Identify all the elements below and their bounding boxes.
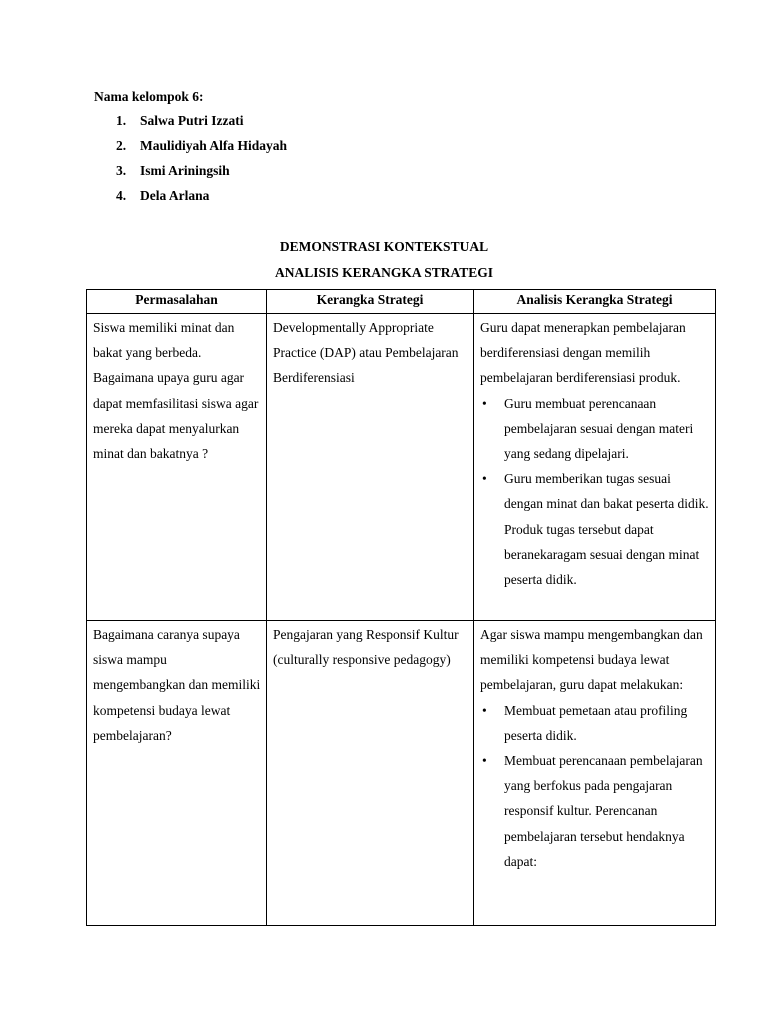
table-row — [87, 621, 716, 926]
member-item — [116, 111, 287, 136]
table-header-row — [87, 290, 716, 314]
member-list — [116, 111, 287, 211]
analysis-intro: Agar siswa mampu mengembangkan dan memiliki kompetensi budaya lewat pembelajaran, guru dapat melakukan: — [480, 627, 703, 693]
member-item — [116, 136, 287, 161]
group-title: Nama kelompok 6: — [94, 89, 204, 104]
analysis-cell — [474, 621, 716, 926]
strategy-cell: Developmentally Appropriate Practice (DAP) atau Pembelajaran Berdiferensiasi — [267, 314, 474, 621]
member-number: 1. — [116, 113, 127, 128]
column-header-strategy: Kerangka Strategi — [267, 290, 474, 314]
table-row — [87, 314, 716, 621]
member-name: Salwa Putri Izzati — [140, 113, 244, 128]
strategy-cell: Pengajaran yang Responsif Kultur (culturally responsive pedagogy) — [267, 621, 474, 926]
analysis-bullet: • Guru membuat perencanaan pembelajaran sesuai dengan materi yang sedang dipelajari. — [480, 391, 710, 467]
analysis-bullet: • Membuat perencanaan pembelajaran yang berfokus pada pengajaran responsif kultur. Perencanan pembelajaran tersebut hendaknya dapat: — [480, 748, 710, 874]
member-item — [116, 186, 287, 211]
analysis-bullet: • Membuat pemetaan atau profiling peserta didik. — [480, 698, 710, 748]
member-number: 2. — [116, 138, 127, 153]
member-name: Dela Arlana — [140, 188, 210, 203]
document-subtitle: ANALISIS KERANGKA STRATEGI — [274, 265, 494, 280]
analysis-bullet-list — [480, 391, 710, 593]
analysis-cell — [474, 314, 716, 621]
member-number: 4. — [116, 188, 127, 203]
member-number: 3. — [116, 163, 127, 178]
member-name: Ismi Ariningsih — [140, 163, 230, 178]
analysis-bullet-list — [480, 698, 710, 874]
strategy-analysis-table — [86, 289, 716, 926]
member-item — [116, 161, 287, 186]
column-header-analysis: Analisis Kerangka Strategi — [474, 290, 716, 314]
problem-cell: Siswa memiliki minat dan bakat yang berbeda. Bagaimana upaya guru agar dapat memfasilitasi siswa agar mereka dapat menyalurkan minat dan bakatnya ? — [87, 314, 267, 621]
analysis-bullet: • Guru memberikan tugas sesuai dengan minat dan bakat peserta didik. Produk tugas tersebut dapat beranekaragam sesuai dengan minat peserta didik. — [480, 466, 710, 592]
document-title: DEMONSTRASI KONTEKSTUAL — [279, 239, 489, 254]
problem-cell: Bagaimana caranya supaya siswa mampu mengembangkan dan memiliki kompetensi budaya lewat pembelajaran? — [87, 621, 267, 926]
column-header-problem: Permasalahan — [87, 290, 267, 314]
analysis-intro: Guru dapat menerapkan pembelajaran berdiferensiasi dengan memilih pembelajaran berdiferensiasi produk. — [480, 320, 686, 386]
member-name: Maulidiyah Alfa Hidayah — [140, 138, 288, 153]
